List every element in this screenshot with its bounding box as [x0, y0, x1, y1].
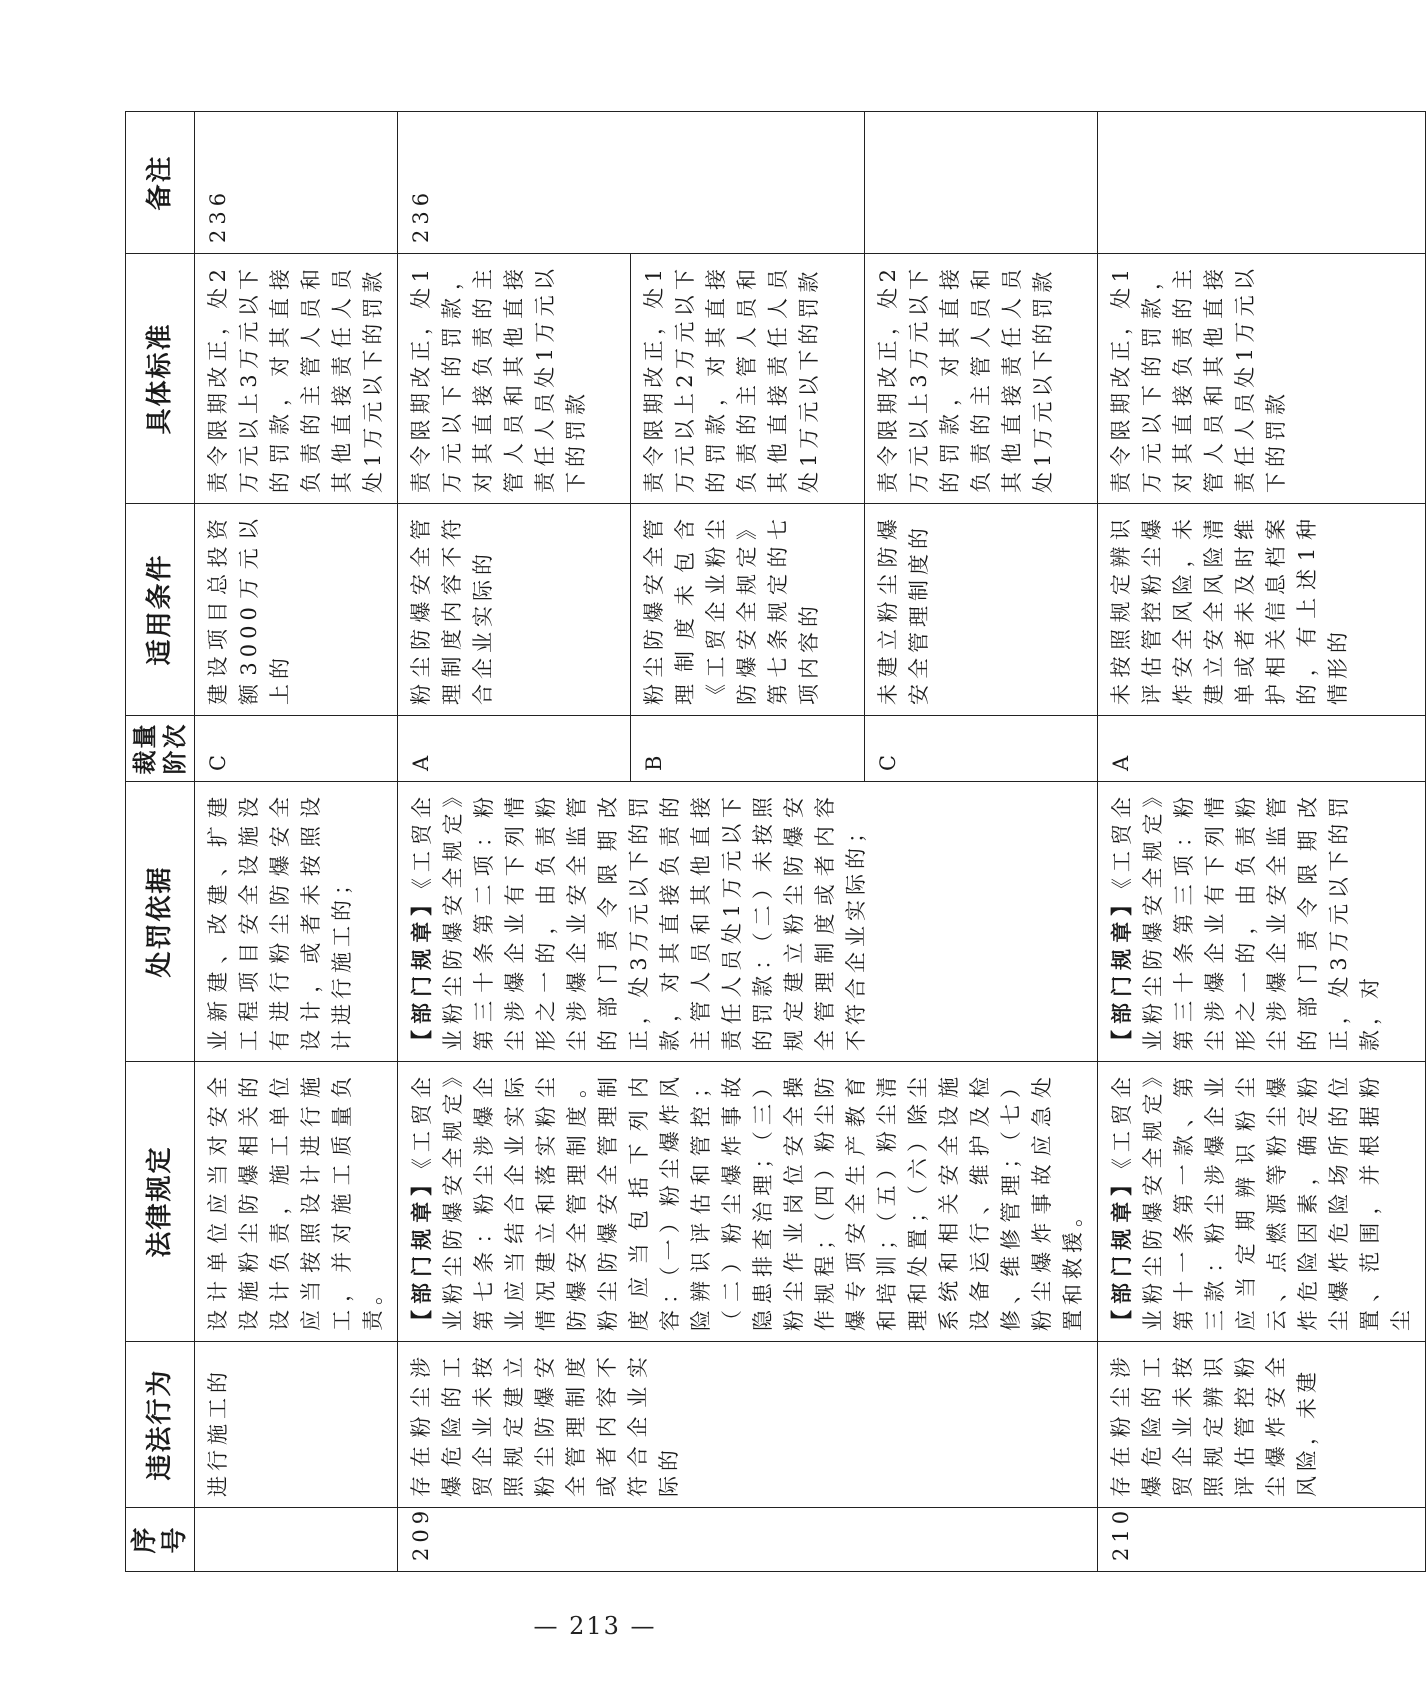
- header-level: 裁量阶次: [126, 716, 195, 782]
- row-210-law-tag: 【部门规章】: [1109, 1168, 1134, 1331]
- header-std: 具体标准: [126, 254, 195, 504]
- regulation-table: [125, 111, 1426, 1572]
- row-prev-act: 进行施工的: [195, 1342, 398, 1508]
- header-cond: 适用条件: [126, 504, 195, 716]
- row-210-std: 责令限期改正，处1万元以下的罚款，对其直接负责的主管人员和其他直接责任人员处1万元以下的罚款: [1098, 254, 1426, 504]
- row-210-law: [1098, 1062, 1426, 1342]
- row-prev-std: 责令限期改正，处2万元以上3万元以下的罚款，对其直接负责的主管人员和其他直接责任人员处1万元以下的罚款: [195, 254, 398, 504]
- row-210-level: A: [1098, 716, 1426, 782]
- row-prev-level: C: [195, 716, 398, 782]
- rotated-page: [125, 112, 1413, 1572]
- row-209-level-c: C: [864, 716, 1097, 782]
- table-row-continued: [195, 112, 398, 1572]
- row-209-cond-a: 粉尘防爆安全管理制度内容不符合企业实际的: [398, 504, 631, 716]
- row-209-std-a: 责令限期改正，处1万元以下的罚款，对其直接负责的主管人员和其他直接责任人员处1万元以下的罚款: [398, 254, 631, 504]
- row-prev-remark: 236: [195, 112, 398, 254]
- row-209-law-text: 《工贸企业粉尘防爆安全规定》第七条：粉尘涉爆企业应当结合企业实际情况建立和落实粉尘防爆安全管理制度。粉尘防爆安全管理制度应当包括下列内容：（一）粉尘爆炸风险辨识评估和管控；（二）粉尘爆炸事故隐患排查治理；（三）粉尘作业岗位安全操作规程；（四）粉尘防爆专项安全生产教育和培训；（五）粉尘清理和处置；（六）除尘系统和相关安全设施设备运行、维护及检修、维修管理；（七）粉尘爆炸事故应急处置和救援。: [410, 1071, 1085, 1331]
- row-prev-cond: 建设项目总投资额3000万元以上的: [195, 504, 398, 716]
- table-row-210: [1098, 112, 1426, 1572]
- header-act: 违法行为: [126, 1342, 195, 1508]
- row-209-cond-b: 粉尘防爆安全管理制度未包含《工贸企业粉尘防爆安全规定》第七条规定的七项内容的: [631, 504, 864, 716]
- row-209-law-tag: 【部门规章】: [409, 1168, 434, 1331]
- row-209-level-b: B: [631, 716, 864, 782]
- row-209-std-c: 责令限期改正，处2万元以上3万元以下的罚款，对其直接负责的主管人员和其他直接责任人员处1万元以下的罚款: [864, 254, 1097, 504]
- row-209-basis-text: 《工贸企业粉尘防爆安全规定》第三十条第二项：粉尘涉爆企业有下列情形之一的，由负责粉尘涉爆企业安全监管的部门责令限期改正，处3万元以下的罚款，对其直接负责的主管人员和其他直接责任人员处1万元以下的罚款：（二）未按照规定建立粉尘防爆安全管理制度或者内容不符合企业实际的；: [410, 791, 868, 1051]
- row-209-std-b: 责令限期改正，处1万元以上2万元以下的罚款，对其直接负责的主管人员和其他直接责任人员处1万元以下的罚款: [631, 254, 864, 504]
- header-basis: 处罚依据: [126, 782, 195, 1062]
- row-210-act: 存在粉尘涉爆危险的工贸企业未按照规定辨识评估管控粉尘爆炸安全风险，未建: [1098, 1342, 1426, 1508]
- row-210-basis: [1098, 782, 1426, 1062]
- row-210-basis-tag: 【部门规章】: [1109, 888, 1134, 1051]
- row-209-act: 存在粉尘涉爆危险的工贸企业未按照规定建立粉尘防爆安全管理制度或者内容不符合企业实际的: [398, 1342, 1098, 1508]
- row-209-num: 209: [398, 1508, 1098, 1572]
- row-209-remark-c: [864, 112, 1097, 254]
- row-209-law: [398, 1062, 1098, 1342]
- row-210-num: 210: [1098, 1508, 1426, 1572]
- row-209-basis-tag: 【部门规章】: [409, 888, 434, 1051]
- header-law: 法律规定: [126, 1062, 195, 1342]
- row-prev-law: 设计单位应当对安全设施粉尘防爆相关的设计负责，施工单位应当按照设计进行施工，并对施工质量负责。: [195, 1062, 398, 1342]
- row-209-level-a: A: [398, 716, 631, 782]
- row-210-remark: [1098, 112, 1426, 254]
- header-remark: 备注: [126, 112, 195, 254]
- header-num: 序号: [126, 1508, 195, 1572]
- row-210-basis-text: 《工贸企业粉尘防爆安全规定》第三十条第三项：粉尘涉爆企业有下列情形之一的，由负责粉尘涉爆企业安全监管的部门责令限期改正，处3万元以下的罚款，对: [1110, 791, 1382, 1051]
- header-row: [126, 112, 195, 1572]
- row-209-basis: [398, 782, 1098, 1062]
- row-209-remark: 236: [398, 112, 865, 254]
- table-row-209-a: [398, 112, 631, 1572]
- page-number: — 213 —: [533, 1612, 657, 1640]
- row-210-cond: 未按照规定辨识评估管控粉尘爆炸安全风险，未建立安全风险清单或者未及时维护相关信息档案的，有上述1种情形的: [1098, 504, 1426, 716]
- row-prev-basis: 业新建、改建、扩建工程项目安全设施没有进行粉尘防爆安全设计，或者未按照设计进行施工的；: [195, 782, 398, 1062]
- row-210-law-text: 《工贸企业粉尘防爆安全规定》第十一条第一款、第三款：粉尘涉爆企业应当定期辨识粉尘云、点燃源等粉尘爆炸危险因素，确定粉尘爆炸危险场所的位置、范围，并根据粉尘: [1110, 1071, 1413, 1331]
- row-209-cond-c: 未建立粉尘防爆安全管理制度的: [864, 504, 1097, 716]
- row-prev-num: [195, 1508, 398, 1572]
